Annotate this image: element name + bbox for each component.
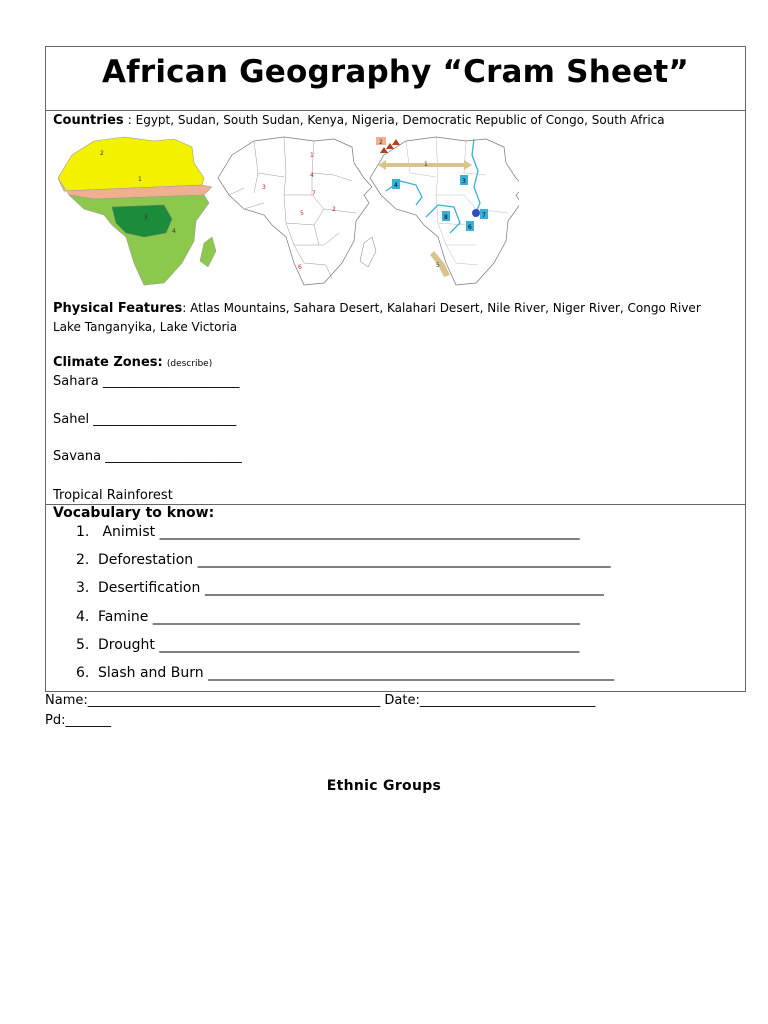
vocab-blank-2: ___________________________________________________________ (197, 552, 611, 568)
page-title: African Geography “Cram Sheet” (101, 54, 690, 90)
vocab-blank-6: __________________________________________________________ (208, 665, 615, 681)
vocab-num-2: 2. (76, 552, 90, 568)
physical-label-4: 4 (394, 182, 398, 189)
vocab-blank-3: _________________________________________________________ (204, 580, 604, 596)
country-label-4: 4 (310, 172, 314, 179)
climate-savana-blank: _____________________ (105, 449, 242, 464)
madagascar-outline (360, 237, 376, 267)
climate-sahel-name: Sahel (53, 412, 90, 427)
vocab-num-5: 5. (76, 637, 90, 653)
vocab-blank-4: _____________________________________________________________ (152, 609, 580, 625)
vocab-item-animist (76, 524, 580, 540)
physical-map (370, 137, 519, 285)
climate-savana (53, 449, 242, 464)
physical-features-line2: Lake Tanganyika, Lake Victoria (53, 320, 238, 334)
vocab-term-4: Famine (98, 609, 149, 625)
vocab-blank-1: ____________________________________________________________ (159, 524, 580, 540)
country-label-6: 6 (298, 264, 302, 271)
country-map (218, 137, 376, 285)
physical-label-7: 7 (482, 212, 486, 219)
name-label: Name: (45, 693, 88, 708)
vocab-item-slash-and-burn (76, 665, 614, 681)
cram-sheet-table (45, 46, 746, 692)
climate-label-4: 4 (172, 228, 176, 235)
vocab-term-1: Animist (98, 524, 156, 540)
physical-label-5: 5 (436, 262, 440, 269)
country-label-7: 7 (312, 190, 316, 197)
vocab-num-1: 1. (76, 524, 90, 540)
vocab-blank-5: ____________________________________________________________ (159, 637, 580, 653)
vocab-item-desertification (76, 580, 604, 596)
period-line (45, 713, 111, 728)
climate-sahel (53, 412, 236, 427)
physical-features-line (53, 301, 701, 316)
lake-victoria (472, 209, 480, 217)
countries-text: : Egypt, Sudan, South Sudan, Kenya, Nigeria, Democratic Republic of Congo, South Africa (127, 113, 665, 127)
date-label: Date: (384, 693, 420, 708)
physical-label-8: 8 (444, 214, 448, 221)
geography-cell (46, 111, 745, 505)
physical-features-label: Physical Features (53, 301, 183, 316)
climate-rainforest-name: Tropical Rainforest (53, 488, 173, 503)
country-label-2: 2 (332, 206, 336, 213)
vocab-term-3: Desertification (98, 580, 201, 596)
date-blank: ___________________________ (419, 693, 596, 708)
climate-map (58, 137, 216, 285)
period-label: Pd: (45, 713, 66, 728)
vocab-num-6: 6. (76, 665, 90, 681)
physical-label-1: 1 (424, 161, 428, 168)
countries-line (53, 113, 665, 128)
vocab-num-3: 3. (76, 580, 90, 596)
vocab-item-deforestation (76, 552, 611, 568)
climate-label-1: 1 (138, 176, 142, 183)
climate-sahara-blank: _____________________ (102, 374, 240, 389)
climate-label-2: 2 (100, 150, 104, 157)
vocab-item-drought (76, 637, 579, 653)
climate-label-3: 3 (144, 214, 148, 221)
climate-savana-name: Savana (53, 449, 102, 464)
physical-label-3: 3 (462, 178, 466, 185)
physical-label-6: 6 (468, 224, 472, 231)
climate-sahel-blank: ______________________ (93, 412, 237, 427)
countries-label: Countries (53, 113, 124, 128)
desert-zone (58, 137, 204, 191)
madagascar (200, 237, 216, 267)
vocab-term-6: Slash and Burn (98, 665, 204, 681)
vocab-term-2: Deforestation (98, 552, 194, 568)
climate-tropical-rainforest (53, 488, 173, 503)
country-label-1: 1 (310, 152, 314, 159)
vocab-term-5: Drought (98, 637, 155, 653)
country-map-outline (218, 137, 372, 285)
climate-sahara (53, 374, 239, 389)
title-cell (46, 47, 745, 111)
country-label-3: 3 (262, 184, 266, 191)
vocab-num-4: 4. (76, 609, 90, 625)
physical-features-text: : Atlas Mountains, Sahara Desert, Kalahari Desert, Nile River, Niger River, Congo River (182, 301, 701, 315)
vocab-item-famine (76, 609, 580, 625)
name-blank: _____________________________________________ (87, 693, 381, 708)
physical-label-2: 2 (379, 139, 383, 146)
period-blank: _______ (65, 713, 111, 728)
climate-sahara-name: Sahara (53, 374, 99, 389)
ethnic-groups-heading: Ethnic Groups (326, 778, 442, 794)
country-label-5: 5 (300, 210, 304, 217)
climate-zones-note: (describe) (166, 359, 213, 369)
africa-maps (54, 133, 519, 293)
climate-zones-line (53, 355, 212, 370)
name-date-line (45, 693, 595, 708)
climate-zones-label: Climate Zones: (53, 355, 163, 370)
vocabulary-label: Vocabulary to know: (53, 505, 215, 521)
